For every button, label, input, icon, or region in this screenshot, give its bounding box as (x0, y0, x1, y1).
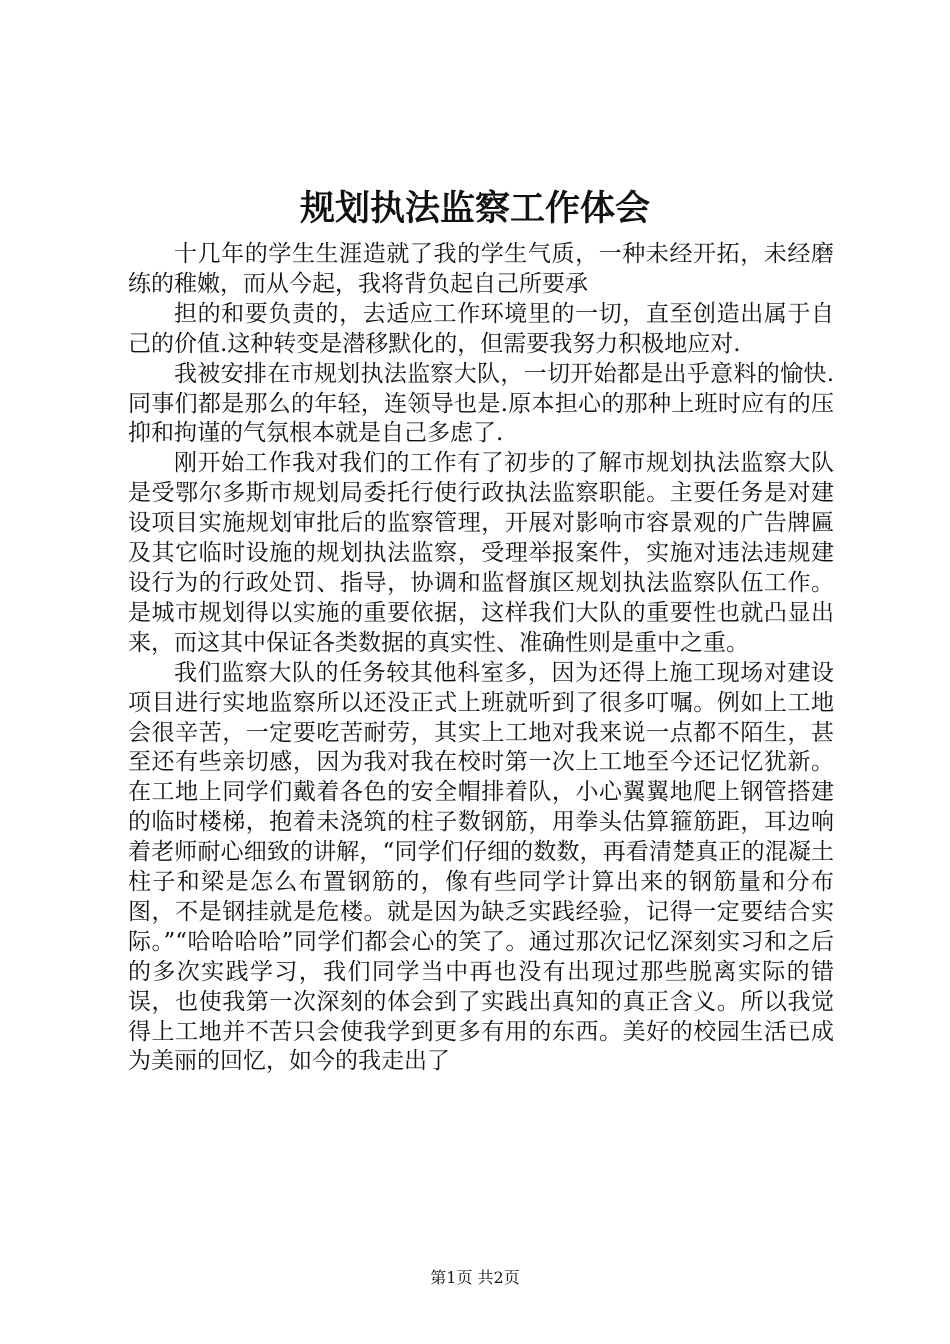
paragraph-1: 十几年的学生生涯造就了我的学生气质，一种未经开拓，未经磨练的稚嫩，而从今起，我将背负起自己所要承 (128, 241, 834, 297)
paragraph-5: 我们监察大队的任务较其他科室多，因为还得上施工现场对建设项目进行实地监察所以还没正式上班就听到了很多叮嘱。例如上工地会很辛苦，一定要吃苦耐劳，其实上工地对我来说一点都不陌生，甚至还有些亲切感，因为我对我在校时第一次上工地至今还记忆犹新。在工地上同学们戴着各色的安全帽排着队，小心翼翼地爬上钢管搭建的临时楼梯，抱着未浇筑的柱子数钢筋，用拳头估算箍筋距，耳边响着老师耐心细致的讲解，“同学们仔细的数数，再看清楚真正的混凝土柱子和梁是怎么布置钢筋的，像有些同学计算出来的钢筋量和分布图，不是钢挂就是危楼。就是因为缺乏实践经验，记得一定要结合实际。”“哈哈哈哈”同学们都会心的笑了。通过那次记忆深刻实习和之后的多次实践学习，我们同学当中再也没有出现过那些脱离实际的错误，也使我第一次深刻的体会到了实践出真知的真正含义。所以我觉得上工地并不苦只会使我学到更多有用的东西。美好的校园生活已成为美丽的回忆，如今的我走出了 (128, 659, 834, 1075)
paragraph-4: 刚开始工作我对我们的工作有了初步的了解市规划执法监察大队是受鄂尔多斯市规划局委托行使行政执法监察职能。主要任务是对建设项目实施规划审批后的监察管理，开展对影响市容景观的广告牌匾及其它临时设施的规划执法监察，受理举报案件，实施对违法违规建设行为的行政处罚、指导，协调和监督旗区规划执法监察队伍工作。是城市规划得以实施的重要依据，这样我们大队的重要性也就凸显出来，而这其中保证各类数据的真实性、准确性则是重中之重。 (128, 450, 834, 656)
page-number-footer: 第1页 共2页 (430, 1268, 520, 1287)
paragraph-3: 我被安排在市规划执法监察大队，一切开始都是出乎意料的愉快.同事们都是那么的年轻，连领导也是.原本担心的那种上班时应有的压抑和拘谨的气氛根本就是自己多虑了. (128, 360, 834, 447)
document-title: 规划执法监察工作体会 (299, 188, 650, 229)
document-body (128, 240, 834, 1077)
paragraph-2: 担的和要负责的，去适应工作环境里的一切，直至创造出属于自己的价值.这种转变是潜移默化的，但需要我努力积极地应对. (128, 300, 834, 357)
